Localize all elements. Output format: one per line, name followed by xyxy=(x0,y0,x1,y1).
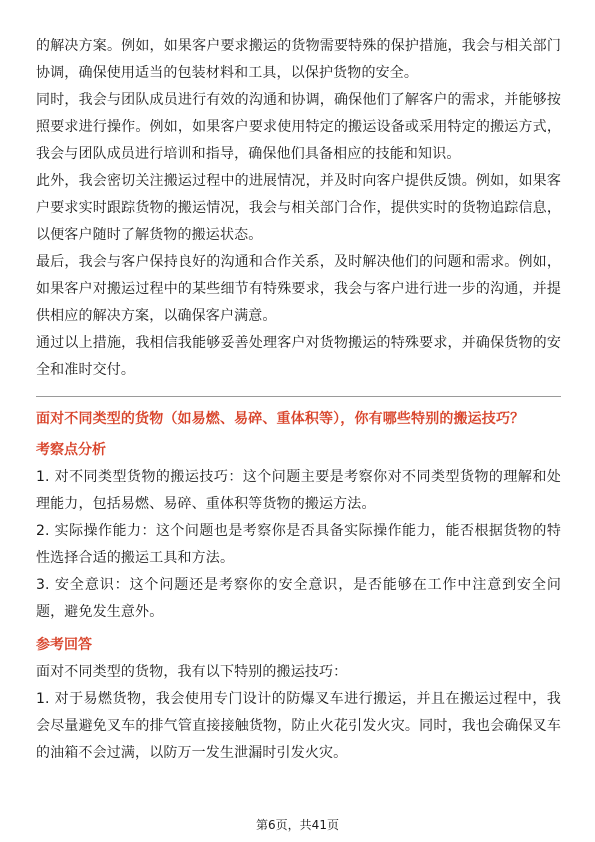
question-heading: 面对不同类型的货物（如易燃、易碎、重体积等），你有哪些特别的搬运技巧？ xyxy=(36,411,525,427)
analysis-item-1: 1. 对不同类型货物的搬运技巧：这个问题主要是考察你对不同类型货物的理解和处理能力，包括易燃、易碎、重体积等货物的搬运方法。 xyxy=(36,469,561,512)
answer-intro: 面对不同类型的货物，我有以下特别的搬运技巧： xyxy=(36,664,348,680)
analysis-title: 考察点分析 xyxy=(36,442,106,458)
paragraph-intro-1: 的解决方案。例如，如果客户要求搬运的货物需要特殊的保护措施，我会与相关部门协调，确保使用适当的包装材料和工具，以保护货物的安全。 xyxy=(36,38,561,81)
paragraph-intro-2: 同时，我会与团队成员进行有效的沟通和协调，确保他们了解客户的需求，并能够按照要求进行操作。例如，如果客户要求使用特定的搬运设备或采用特定的搬运方式，我会与团队成员进行培训和指导，确保他们具备相应的技能和知识。 xyxy=(36,92,561,162)
analysis-item-3: 3. 安全意识：这个问题还是考察你的安全意识，是否能够在工作中注意到安全问题，避免发生意外。 xyxy=(36,577,561,620)
page-content xyxy=(36,33,561,767)
paragraph-intro-4: 最后，我会与客户保持良好的沟通和合作关系，及时解决他们的问题和需求。例如，如果客户对搬运过程中的某些细节有特殊要求，我会与客户进行进一步的沟通，并提供相应的解决方案，以确保客户满意。 xyxy=(36,254,561,324)
answer-title: 参考回答 xyxy=(36,637,92,653)
paragraph-intro-3: 此外，我会密切关注搬运过程中的进展情况，并及时向客户提供反馈。例如，如果客户要求实时跟踪货物的搬运情况，我会与相关部门合作，提供实时的货物追踪信息，以便客户随时了解货物的搬运状态。 xyxy=(36,173,561,243)
analysis-item-2: 2. 实际操作能力：这个问题也是考察你是否具备实际操作能力，能否根据货物的特性选择合适的搬运工具和方法。 xyxy=(36,523,561,566)
paragraph-intro-5: 通过以上措施，我相信我能够妥善处理客户对货物搬运的特殊要求，并确保货物的安全和准时交付。 xyxy=(36,335,561,378)
answer-item-1: 1. 对于易燃货物，我会使用专门设计的防爆叉车进行搬运，并且在搬运过程中，我会尽量避免叉车的排气管直接接触货物，防止火花引发火灾。同时，我也会确保叉车的油箱不会过满，以防万一发生泄漏时引发火灾。 xyxy=(36,691,561,761)
page-number: 第6页，共41页 xyxy=(256,818,339,832)
section-divider xyxy=(36,396,561,397)
